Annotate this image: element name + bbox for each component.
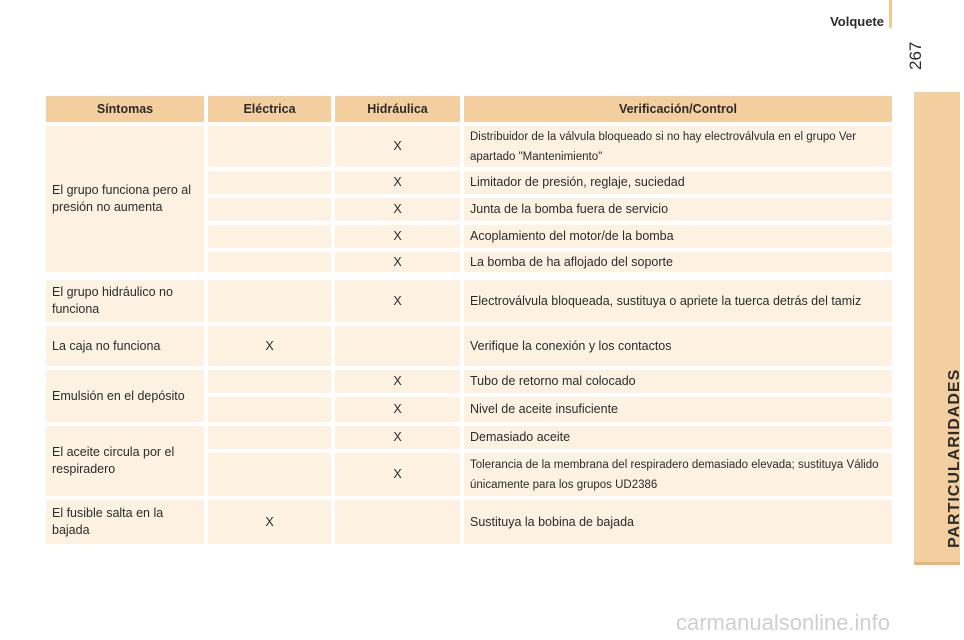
- column-header-electrica: Eléctrica: [208, 96, 331, 122]
- side-tab-divider: [914, 562, 960, 565]
- section-title: Volquete: [830, 14, 884, 29]
- control-cell: Acoplamiento del motor/de la bomba: [464, 225, 892, 248]
- symptom-cell: La caja no funciona: [46, 326, 204, 366]
- hidraulica-cell: X: [335, 252, 460, 272]
- symptom-cell: El grupo hidráulico no funciona: [46, 280, 204, 322]
- watermark: carmanualsonline.info: [676, 610, 891, 635]
- column-header-sintomas: Síntomas: [46, 96, 204, 122]
- control-cell: Tubo de retorno mal colocado: [464, 370, 892, 393]
- control-cell: Demasiado aceite: [464, 426, 892, 449]
- electrica-cell: [208, 126, 331, 167]
- control-cell: Nivel de aceite insuficiente: [464, 397, 892, 422]
- control-cell: Distribuidor de la válvula bloqueado si no hay electroválvula en el grupo Ver apartado "Mantenimiento": [464, 126, 892, 167]
- header-divider: [889, 0, 892, 28]
- electrica-cell: [208, 426, 331, 449]
- hidraulica-cell: X: [335, 280, 460, 322]
- symptom-cell: El fusible salta en la bajada: [46, 500, 204, 544]
- hidraulica-cell: X: [335, 426, 460, 449]
- hidraulica-cell: X: [335, 198, 460, 221]
- electrica-cell: [208, 370, 331, 393]
- electrica-cell: [208, 252, 331, 272]
- page-number: 267: [906, 41, 925, 70]
- column-header-verificacion: Verificación/Control: [464, 96, 892, 122]
- control-cell: La bomba de ha aflojado del soporte: [464, 252, 892, 272]
- control-cell: Tolerancia de la membrana del respiradero demasiado elevada; sustituya Válido únicamente para los grupos UD2386: [464, 453, 892, 496]
- electrica-cell: X: [208, 326, 331, 366]
- hidraulica-cell: X: [335, 225, 460, 248]
- electrica-cell: [208, 397, 331, 422]
- hidraulica-cell: X: [335, 171, 460, 194]
- hidraulica-cell: [335, 500, 460, 544]
- hidraulica-cell: X: [335, 453, 460, 496]
- side-tab-label: PARTICULARIDADES: [946, 368, 963, 548]
- control-cell: Verifique la conexión y los contactos: [464, 326, 892, 366]
- control-cell: Limitador de presión, reglaje, suciedad: [464, 171, 892, 194]
- hidraulica-cell: [335, 326, 460, 366]
- symptom-cell: Emulsión en el depósito: [46, 370, 204, 422]
- symptom-cell: El aceite circula por el respiradero: [46, 426, 204, 496]
- electrica-cell: [208, 453, 331, 496]
- column-header-hidraulica: Hidráulica: [335, 96, 460, 122]
- control-cell: Junta de la bomba fuera de servicio: [464, 198, 892, 221]
- hidraulica-cell: X: [335, 370, 460, 393]
- electrica-cell: X: [208, 500, 331, 544]
- hidraulica-cell: X: [335, 126, 460, 167]
- electrica-cell: [208, 171, 331, 194]
- symptom-cell: El grupo funciona pero al presión no aumenta: [46, 126, 204, 272]
- electrica-cell: [208, 280, 331, 322]
- electrica-cell: [208, 225, 331, 248]
- electrica-cell: [208, 198, 331, 221]
- control-cell: Sustituya la bobina de bajada: [464, 500, 892, 544]
- control-cell: Electroválvula bloqueada, sustituya o apriete la tuerca detrás del tamiz: [464, 280, 892, 322]
- hidraulica-cell: X: [335, 397, 460, 422]
